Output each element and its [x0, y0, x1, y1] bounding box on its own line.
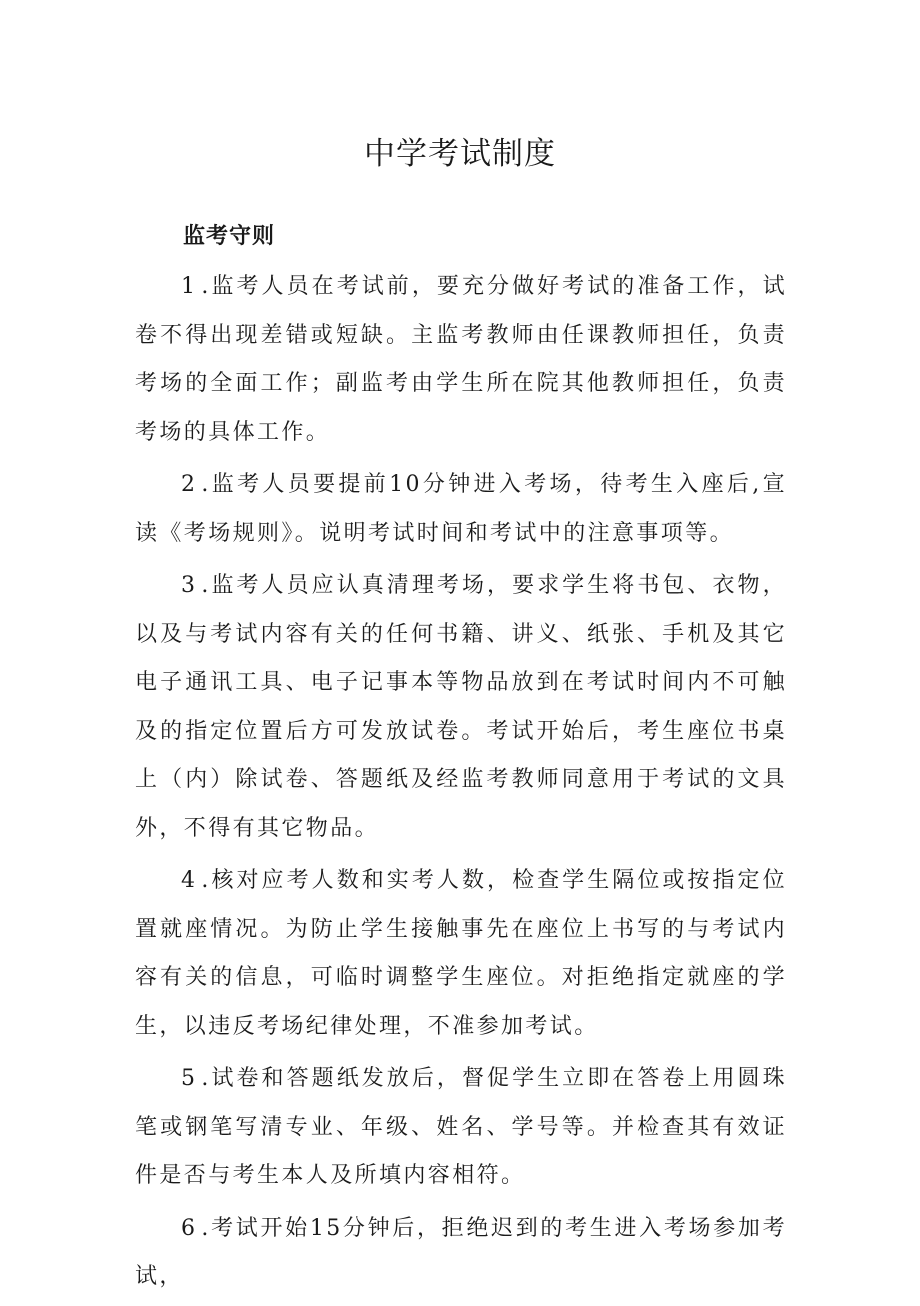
document-body — [135, 263, 787, 1306]
paragraph-text: .核对应考人数和实考人数，检查学生隔位或按指定位置就座情况。为防止学生接触事先在座位上书写的与考试内容有关的信息，可临时调整学生座位。对拒绝指定就座的学生，以违反考场纪律处理，不准参加考试。 — [135, 868, 787, 1039]
paragraph-text: .监考人员要提前10分钟进入考场，待考生入座后,宣读《考场规则》。说明考试时间和考试中的注意事项等。 — [135, 472, 787, 546]
paragraph-number: 1 — [181, 274, 198, 299]
paragraph-2 — [135, 461, 787, 558]
paragraph-text: .监考人员应认真清理考场，要求学生将书包、衣物，以及与考试内容有关的任何书籍、讲义、纸张、手机及其它电子通讯工具、电子记事本等物品放到在考试时间内不可触及的指定位置后方可发放试卷。考试开始后，考生座位书桌上（内）除试卷、答题纸及经监考教师同意用于考试的文具外，不得有其它物品。 — [135, 573, 787, 841]
paragraph-6 — [135, 1205, 787, 1302]
paragraph-number: 5 — [181, 1066, 198, 1091]
paragraph-number: 2 — [181, 472, 198, 497]
paragraph-text: .试卷和答题纸发放后，督促学生立即在答卷上用圆珠笔或钢笔写清专业、年级、姓名、学号等。并检查其有效证件是否与考生本人及所填内容相符。 — [135, 1066, 787, 1188]
paragraph-text: .监考人员在考试前，要充分做好考试的准备工作，试卷不得出现差错或短缺。主监考教师由任课教师担任，负责考场的全面工作；副监考由学生所在院其他教师担任，负责考场的具体工作。 — [135, 274, 787, 445]
paragraph-1 — [135, 263, 787, 457]
section-heading: 监考守则 — [183, 223, 276, 249]
paragraph-text: .考试开始15分钟后，拒绝迟到的考生进入考场参加考试， — [135, 1215, 787, 1289]
paragraph-4 — [135, 857, 787, 1051]
paragraph-number: 3 — [181, 573, 198, 598]
paragraph-number: 4 — [181, 868, 198, 893]
paragraph-5 — [135, 1055, 787, 1201]
paragraph-3 — [135, 562, 787, 853]
paragraph-number: 6 — [181, 1215, 198, 1241]
document-title: 中学考试制度 — [364, 136, 556, 172]
